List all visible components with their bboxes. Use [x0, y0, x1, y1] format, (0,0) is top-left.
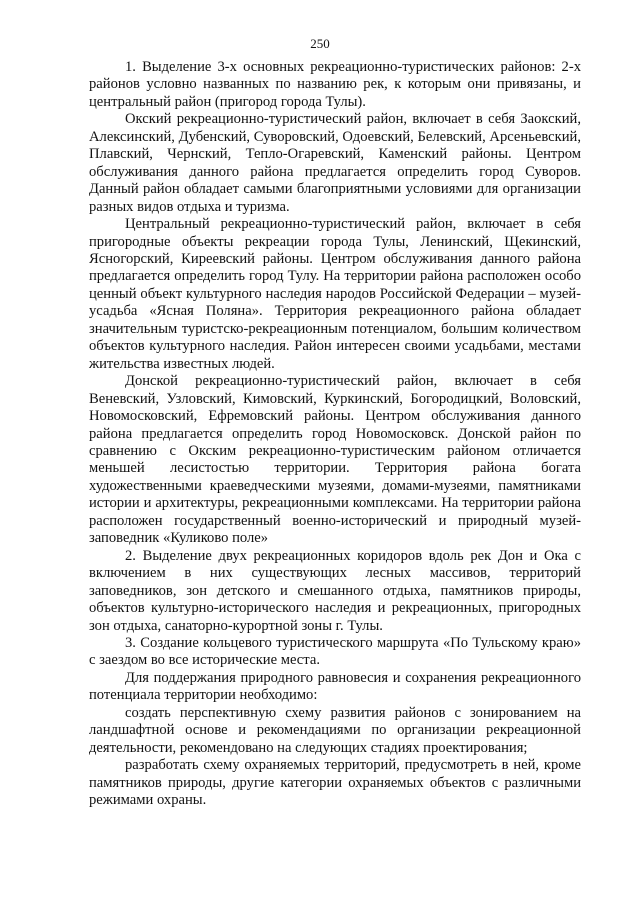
paragraph-central-district: Центральный рекреационно-туристический район, включает в себя пригородные объекты рекреации города Тулы, Ленинский, Щекинский, Ясногорский, Киреевский районы. Центром обслуживания данного района предлагается определить город Тулу. На территории района расположен особо ценный объект культурного наследия народов Российской Федерации – музей-усадьба «Ясная Поляна». Территория рекреационного района обладает значительным туристско-рекреационным потенциалом, большим количеством объектов культурного наследия. Район интересен своими усадьбами, местами жительства известных людей. [89, 216, 581, 372]
paragraph-balance-intro: Для поддержания природного равновесия и сохранения рекреационного потенциала территории необходимо: [89, 669, 581, 704]
paragraph-recreation-corridors: 2. Выделение двух рекреационных коридоров вдоль рек Дон и Ока с включением в них существующих лесных массивов, территорий заповедников, зон детского и смешанного отдыха, памятников природы, объектов культурно-исторического наследия и рекреационных, пригородных зон отдыха, санаторно-курортной зоны г. Тулы. [89, 547, 581, 634]
paragraph-oka-district: Окский рекреационно-туристический район, включает в себя Заокский, Алексинский, Дубенский, Суворовский, Одоевский, Белевский, Арсеньевский, Плавский, Чернский, Тепло-Огаревский, Каменский районы. Центром обслуживания данного района предлагается определить город Суворов. Данный район обладает самыми благоприятными условиями для организации разных видов отдыха и туризма. [89, 111, 581, 215]
page-body [89, 59, 581, 809]
paragraph-don-district: Донской рекреационно-туристический район, включает в себя Веневский, Узловский, Кимовский, Куркинский, Богородицкий, Воловский, Новомосковский, Ефремовский районы. Центром обслуживания данного района предлагается определить город Новомосковск. Донской район по сравнению с Окским рекреационно-туристическим районом отличается меньшей лесистостью территории. Территория района богата художественными краеведческими музеями, домами-музеями, памятниками истории и архитектуры, рекреационными комплексами. На территории района расположен государственный военно-исторический и природный музей-заповедник «Куликово поле» [89, 373, 581, 547]
paragraph-development-scheme: создать перспективную схему развития районов с зонированием на ландшафтной основе и рекомендациями по организации рекреационной деятельности, рекомендовано на следующих стадиях проектирования; [89, 704, 581, 756]
paragraph-protected-areas: разработать схему охраняемых территорий, предусмотреть в ней, кроме памятников природы, другие категории охраняемых объектов с различными режимами охраны. [89, 757, 581, 809]
paragraph-ring-route: 3. Создание кольцевого туристического маршрута «По Тульскому краю» с заездом во все исторические места. [89, 634, 581, 669]
paragraph-districts-intro: 1. Выделение 3-х основных рекреационно-туристических районов: 2-х районов условно названных по названию рек, к которым они привязаны, и центральный район (пригород города Тулы). [89, 59, 581, 110]
page-number: 250 [310, 36, 330, 51]
